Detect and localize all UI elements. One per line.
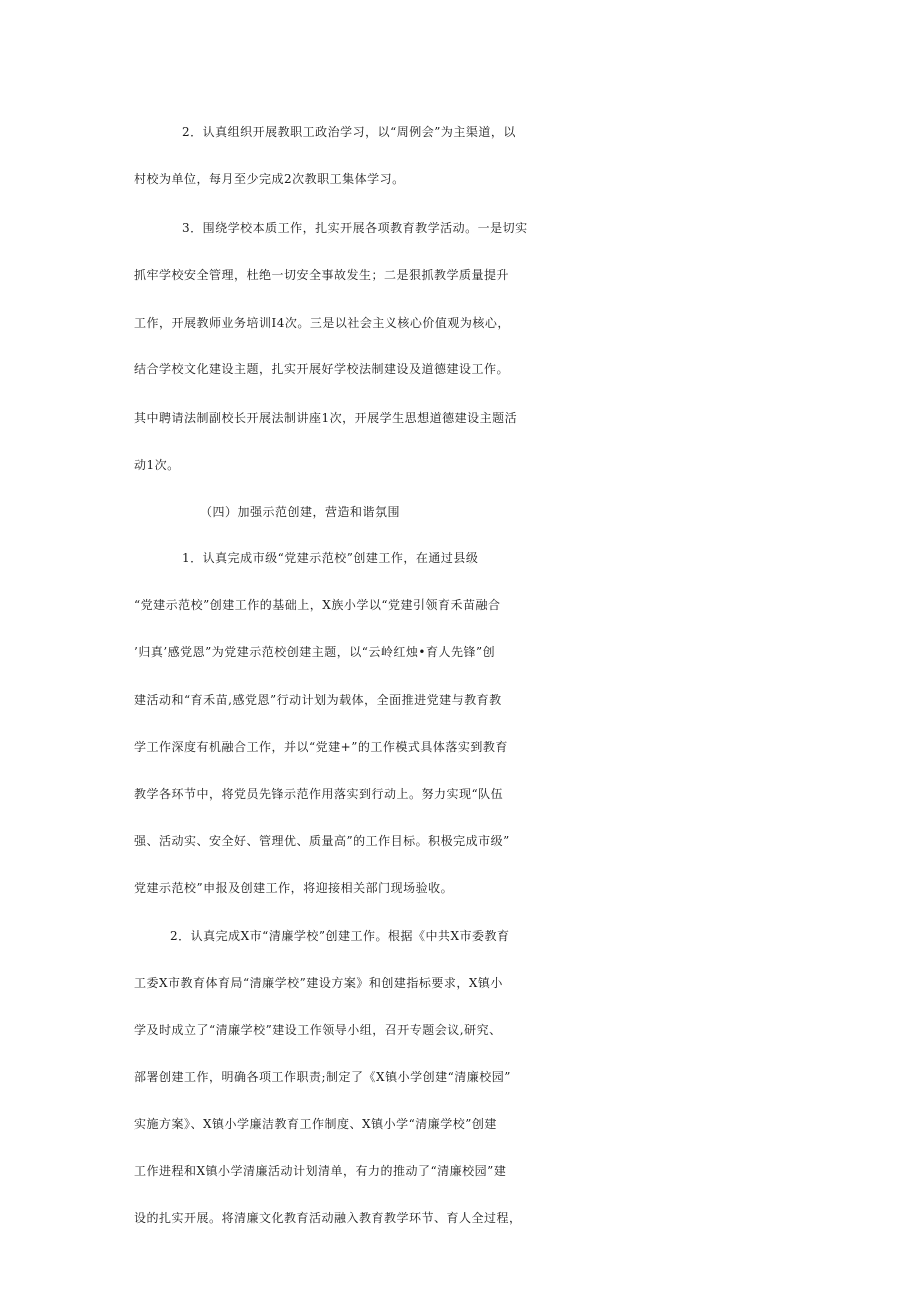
paragraph-line: 实施方案》、X镇小学廉洁教育工作制度、X镇小学“清廉学校”创建: [134, 1117, 497, 1131]
paragraph-line: 村校为单位，每月至少完成2次教职工集体学习。: [134, 172, 405, 186]
paragraph-line: 1．认真完成市级“党建示范校”创建工作，在通过县级: [182, 551, 479, 565]
paragraph-line: 3．围绕学校本质工作，扎实开展各项教育教学活动。一是切实: [182, 221, 528, 235]
paragraph-line: 动1次。: [134, 458, 180, 472]
paragraph-line: 2．认真组织开展教职工政治学习，以“周例会”为主渠道，以: [182, 125, 516, 139]
paragraph-line: 工作，开展教师业务培训I4次。三是以社会主义核心价值观为核心，: [134, 316, 510, 330]
section-heading: （四）加强示范创建，营造和谐氛围: [200, 505, 401, 519]
paragraph-line: 建活动和“育禾苗,感党恩”行动计划为载体，全面推进党建与教育教: [134, 693, 502, 707]
paragraph-line: 学及时成立了“清廉学校”建设工作领导小组，召开专题会议,研究、: [134, 1023, 502, 1037]
paragraph-line: 其中聘请法制副校长开展法制讲座1次，开展学生思想道德建设主题活: [134, 411, 518, 425]
paragraph-line: 抓牢学校安全管理，杜绝一切安全事故发生；二是狠抓教学质量提升: [134, 268, 510, 282]
paragraph-line: 党建示范校”申报及创建工作，将迎接相关部门现场验收。: [134, 881, 454, 895]
paragraph-line: 结合学校文化建设主题，扎实开展好学校法制建设及道德建设工作。: [134, 362, 510, 376]
paragraph-line: 学工作深度有机融合工作，并以“党建+”的工作模式具体落实到教育: [134, 740, 508, 754]
paragraph-line: 工作进程和X镇小学清廉活动计划清单，有力的推动了“清廉校园”建: [134, 1164, 507, 1178]
paragraph-line: 工委X市教育体育局“清廉学校”建设方案》和创建指标要求，X镇小: [134, 976, 503, 990]
paragraph-line: 强、活动实、安全好、管理优、质量高”的工作目标。积极完成市级”: [134, 834, 510, 848]
paragraph-line: 设的扎实开展。将清廉文化教育活动融入教育教学环节、育人全过程，: [134, 1211, 522, 1225]
paragraph-line: 2．认真完成X市“清廉学校”创建工作。根据《中共X市委教育: [170, 929, 510, 943]
paragraph-line: 教学各环节中，将党员先锋示范作用落实到行动上。努力实现“队伍: [134, 787, 504, 801]
paragraph-line: “党建示范校”创建工作的基础上，X族小学以“党建引领育禾苗融合: [134, 598, 501, 612]
paragraph-line: ’归真’感党恩”为党建示范校创建主题，以“云岭红烛•育人先锋”创: [134, 645, 496, 659]
paragraph-line: 部署创建工作，明确各项工作职责;制定了《X镇小学创建“清廉校园”: [134, 1070, 511, 1084]
